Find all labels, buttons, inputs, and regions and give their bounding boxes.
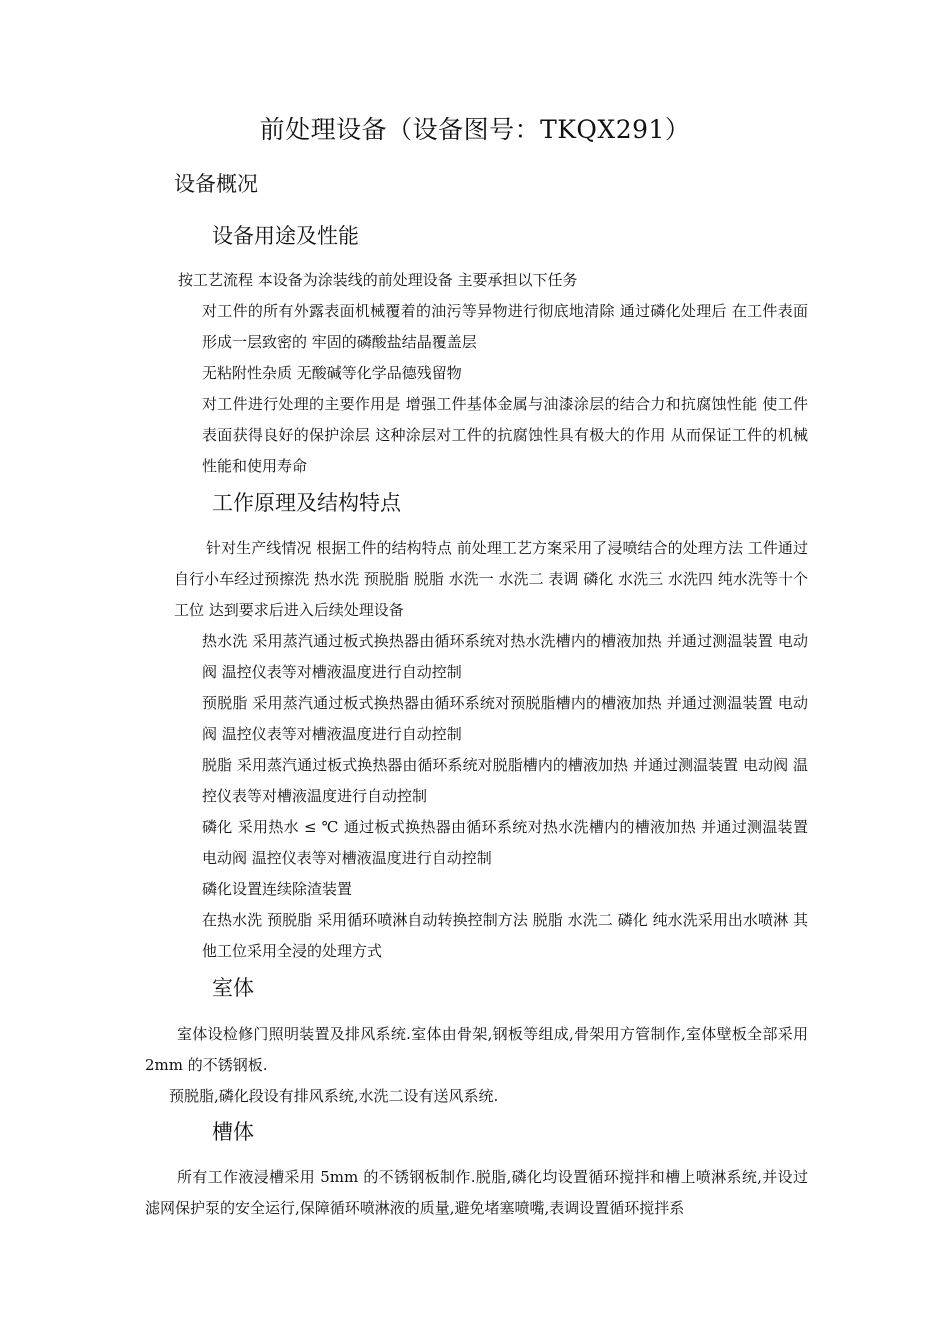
principle-item: 磷化设置连续除渣装置: [202, 880, 353, 898]
page-title: 前处理设备（设备图号：TKQX291）: [259, 115, 691, 144]
subsection-heading-purpose: 设备用途及性能: [212, 224, 359, 248]
purpose-intro: 按工艺流程 本设备为涂装线的前处理设备 主要承担以下任务: [178, 271, 578, 289]
principle-item: 脱脂 采用蒸汽通过板式换热器由循环系统对脱脂槽内的槽液加热 并通过测温装置 电动阀 温控仪表等对槽液温度进行自动控制: [202, 756, 808, 805]
principle-item: 磷化 采用热水 ≤ ℃ 通过板式换热器由循环系统对热水洗槽内的槽液加热 并通过测温装置 电动阀 温控仪表等对槽液温度进行自动控制: [202, 818, 808, 867]
principle-item: 热水洗 采用蒸汽通过板式换热器由循环系统对热水洗槽内的槽液加热 并通过测温装置 电动阀 温控仪表等对槽液温度进行自动控制: [202, 632, 808, 681]
tank-paragraph: 所有工作液浸槽采用 5mm 的不锈钢板制作.脱脂,磷化均设置循环搅拌和槽上喷淋系统,并设过滤网保护泵的安全运行,保障循环喷淋液的质量,避免堵塞喷嘴,表调设置循环搅拌系: [145, 1168, 808, 1217]
purpose-item: 无粘附性杂质 无酸碱等化学品德残留物: [202, 364, 462, 382]
subsection-heading-principle: 工作原理及结构特点: [212, 491, 401, 515]
subsection-heading-chamber: 室体: [212, 976, 254, 1000]
principle-item: 在热水洗 预脱脂 采用循环喷淋自动转换控制方法 脱脂 水洗二 磷化 纯水洗采用出水喷淋 其他工位采用全浸的处理方式: [202, 911, 808, 960]
section-heading-overview: 设备概况: [174, 172, 258, 196]
chamber-paragraph: 室体设检修门照明装置及排风系统.室体由骨架,钢板等组成,骨架用方管制作,室体壁板全部采用 2mm 的不锈钢板.: [145, 1025, 808, 1074]
subsection-heading-tank: 槽体: [212, 1120, 254, 1144]
chamber-paragraph: 预脱脂,磷化段设有排风系统,水洗二设有送风系统.: [169, 1087, 499, 1105]
principle-item: 预脱脂 采用蒸汽通过板式换热器由循环系统对预脱脂槽内的槽液加热 并通过测温装置 电动阀 温控仪表等对槽液温度进行自动控制: [202, 694, 808, 743]
principle-intro: 针对生产线情况 根据工件的结构特点 前处理工艺方案采用了浸喷结合的处理方法 工件通过自行小车经过预擦洗 热水洗 预脱脂 脱脂 水洗一 水洗二 表调 磷化 水洗三 水洗四 纯水洗等十个工位 达到要求后进入后续处理设备: [174, 539, 808, 619]
purpose-item: 对工件进行处理的主要作用是 增强工件基体金属与油漆涂层的结合力和抗腐蚀性能 使工件表面获得良好的保护涂层 这种涂层对工件的抗腐蚀性具有极大的作用 从而保证工件的机械性能和使用寿命: [202, 395, 808, 475]
purpose-item: 对工件的所有外露表面机械覆着的油污等异物进行彻底地清除 通过磷化处理后 在工件表面形成一层致密的 牢固的磷酸盐结晶覆盖层: [202, 302, 808, 351]
